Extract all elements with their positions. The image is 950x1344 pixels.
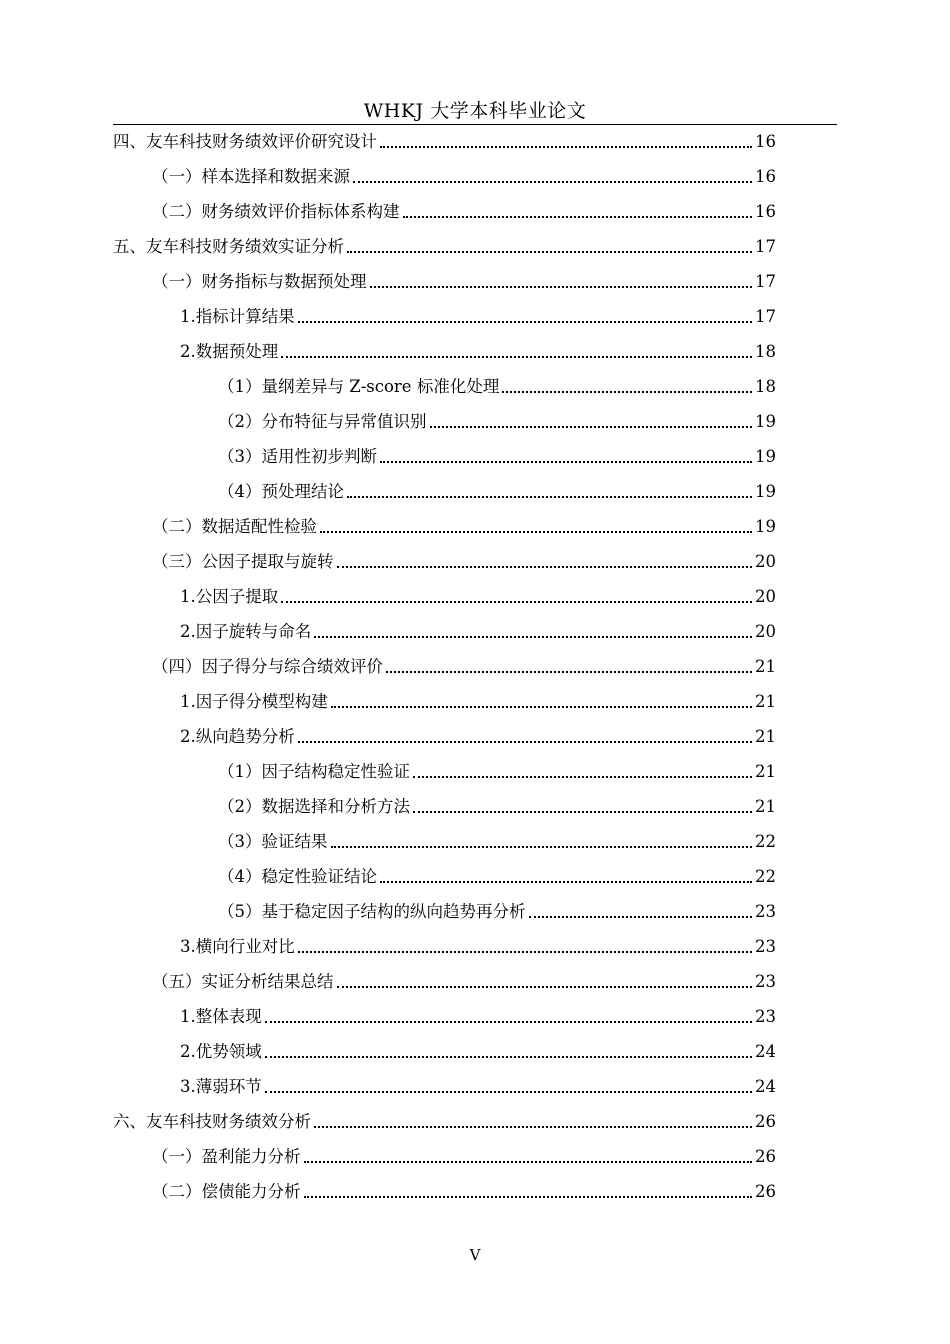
toc-entry-page: 19 [755,412,776,431]
toc-entry[interactable] [218,439,776,467]
toc-entry-page: 17 [755,272,776,291]
toc-entry-page: 22 [755,867,776,886]
toc-entry-page: 21 [755,692,776,711]
toc-dot-leader [403,216,753,218]
toc-entry-title: （5）基于稳定因子结构的纵向趋势再分析 [218,902,526,921]
toc-dot-leader [314,1126,752,1128]
toc-dot-leader [380,461,752,463]
toc-dot-leader [298,951,752,953]
toc-entry-title: （二）财务绩效评价指标体系构建 [152,202,400,221]
toc-entry[interactable] [152,1139,776,1167]
toc-entry-title: 3.横向行业对比 [180,937,295,956]
toc-entry[interactable] [152,964,776,992]
toc-entry[interactable] [218,824,776,852]
toc-dot-leader [347,251,752,253]
toc-entry[interactable] [152,509,776,537]
toc-entry-page: 24 [755,1042,776,1061]
toc-entry-page: 26 [755,1147,776,1166]
toc-entry[interactable] [180,299,776,327]
toc-entry-title: （一）盈利能力分析 [152,1147,301,1166]
toc-entry[interactable] [152,1174,776,1202]
toc-entry-title: （三）公因子提取与旋转 [152,552,334,571]
toc-dot-leader [529,916,753,918]
toc-entry-title: 四、友车科技财务绩效评价研究设计 [113,132,377,151]
toc-dot-leader [298,321,752,323]
toc-entry-title: （3）适用性初步判断 [218,447,377,466]
toc-entry-title: 1.整体表现 [180,1007,262,1026]
toc-entry[interactable] [152,649,776,677]
toc-entry-title: 1.因子得分模型构建 [180,692,328,711]
toc-entry[interactable] [218,859,776,887]
toc-entry-page: 16 [755,202,776,221]
toc-entry-title: 3.薄弱环节 [180,1077,262,1096]
toc-entry-title: 2.纵向趋势分析 [180,727,295,746]
toc-entry-title: （一）样本选择和数据来源 [152,167,350,186]
toc-entry-page: 23 [755,972,776,991]
toc-entry-title: （二）偿债能力分析 [152,1182,301,1201]
toc-dot-leader [265,1091,752,1093]
toc-entry-title: 五、友车科技财务绩效实证分析 [113,237,344,256]
toc-dot-leader [331,846,753,848]
toc-entry-page: 16 [755,132,776,151]
toc-dot-leader [281,601,752,603]
toc-entry-title: 2.因子旋转与命名 [180,622,312,641]
toc-entry-page: 19 [755,482,776,501]
toc-entry-page: 20 [755,587,776,606]
toc-entry-title: （1）因子结构稳定性验证 [218,762,410,781]
toc-dot-leader [380,146,752,148]
toc-entry[interactable] [218,404,776,432]
toc-entry[interactable] [180,614,776,642]
toc-entry-title: （2）数据选择和分析方法 [218,797,410,816]
toc-entry[interactable] [152,159,776,187]
toc-entry-title: （二）数据适配性检验 [152,517,317,536]
toc-entry-page: 19 [755,517,776,536]
toc-entry-title: 1.指标计算结果 [180,307,295,326]
toc-dot-leader [347,496,752,498]
toc-entry-page: 21 [755,762,776,781]
toc-entry-page: 17 [755,307,776,326]
toc-dot-leader [370,286,753,288]
toc-dot-leader [413,811,752,813]
toc-entry-title: （四）因子得分与综合绩效评价 [152,657,383,676]
toc-dot-leader [337,986,753,988]
toc-entry-page: 24 [755,1077,776,1096]
toc-entry[interactable] [218,474,776,502]
toc-entry-page: 22 [755,832,776,851]
toc-dot-leader [265,1021,752,1023]
toc-entry[interactable] [180,1034,776,1062]
toc-entry-title: （2）分布特征与异常值识别 [218,412,427,431]
toc-dot-leader [353,181,752,183]
toc-dot-leader [298,741,752,743]
toc-dot-leader [337,566,753,568]
toc-dot-leader [304,1196,753,1198]
toc-entry-page: 23 [755,902,776,921]
toc-entry[interactable] [113,1104,776,1132]
header-title: WHKJ 大学本科毕业论文 [363,100,587,122]
toc-entry[interactable] [180,929,776,957]
toc-entry[interactable] [180,719,776,747]
toc-entry[interactable] [152,264,776,292]
toc-entry[interactable] [218,894,776,922]
toc-dot-leader [331,706,752,708]
toc-dot-leader [430,426,753,428]
page-header [113,94,837,125]
toc-entry-page: 26 [755,1182,776,1201]
toc-entry-page: 18 [755,342,776,361]
toc-entry-page: 17 [755,237,776,256]
toc-entry-title: 六、友车科技财务绩效分析 [113,1112,311,1131]
toc-entry-title: 2.数据预处理 [180,342,279,361]
toc-entry[interactable] [180,999,776,1027]
toc-entry[interactable] [218,754,776,782]
toc-entry[interactable] [152,194,776,222]
footer-page-number: V [469,1246,481,1264]
toc-entry-title: 2.优势领域 [180,1042,262,1061]
toc-dot-leader [265,1056,752,1058]
toc-entry-page: 16 [755,167,776,186]
toc-entry-page: 21 [755,797,776,816]
toc-dot-leader [320,531,752,533]
toc-entry[interactable] [113,229,776,257]
toc-entry-page: 21 [755,657,776,676]
toc-entry-page: 20 [755,622,776,641]
toc-entry[interactable] [218,369,776,397]
toc-entry-page: 20 [755,552,776,571]
toc-entry-title: （一）财务指标与数据预处理 [152,272,367,291]
toc-entry-title: （4）稳定性验证结论 [218,867,377,886]
toc-entry[interactable] [218,789,776,817]
toc-entry[interactable] [180,1069,776,1097]
toc-entry-page: 21 [755,727,776,746]
toc-entry-page: 19 [755,447,776,466]
toc-dot-leader [314,636,752,638]
toc-dot-leader [413,776,752,778]
toc-dot-leader [380,881,752,883]
toc-entry-title: （3）验证结果 [218,832,328,851]
toc-entry-page: 26 [755,1112,776,1131]
toc-entry[interactable] [152,544,776,572]
toc-entry[interactable] [113,124,776,152]
toc-entry-title: （1）量纲差异与 Z-score 标准化处理 [218,377,500,396]
toc-entry-title: （五）实证分析结果总结 [152,972,334,991]
toc-dot-leader [502,391,752,393]
toc-entry[interactable] [180,684,776,712]
toc-entry[interactable] [180,334,776,362]
toc-dot-leader [281,356,752,358]
toc-dot-leader [304,1161,753,1163]
toc-entry[interactable] [180,579,776,607]
toc-entry-title: 1.公因子提取 [180,587,279,606]
toc-entry-page: 23 [755,1007,776,1026]
toc-entry-page: 23 [755,937,776,956]
toc-entry-page: 18 [755,377,776,396]
toc-entry-title: （4）预处理结论 [218,482,344,501]
toc-dot-leader [386,671,752,673]
